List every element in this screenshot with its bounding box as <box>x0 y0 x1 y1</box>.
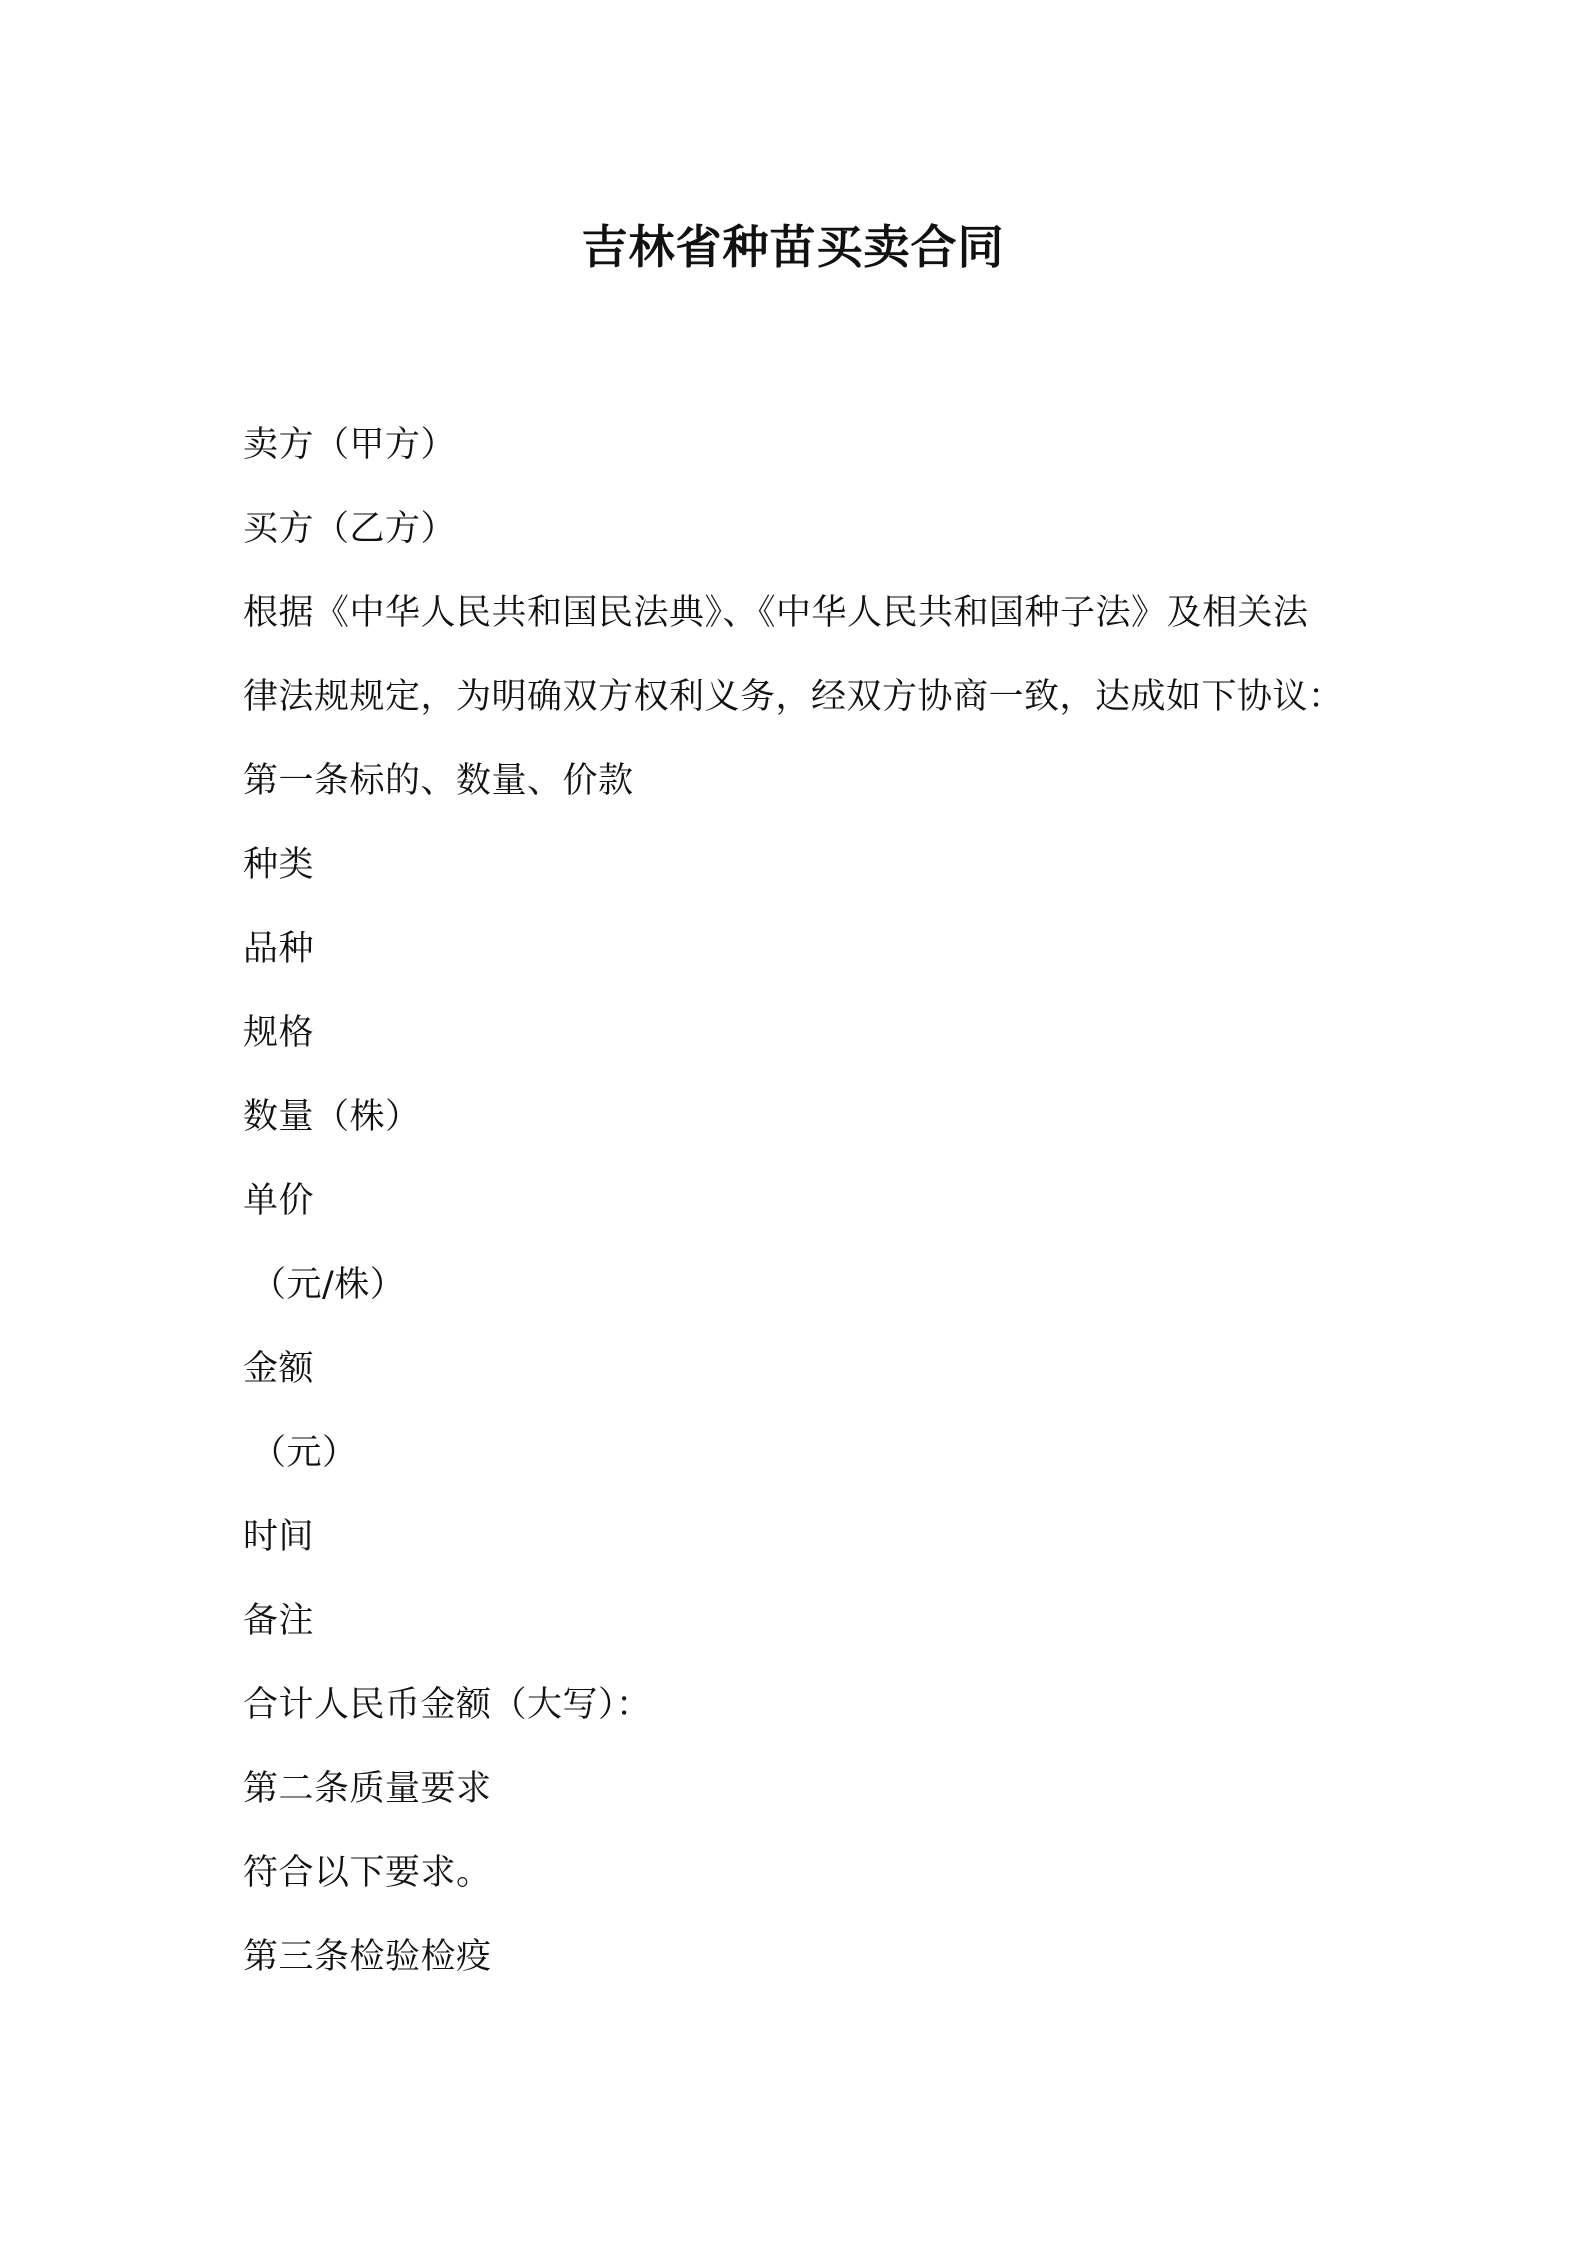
seller-party-line: 卖方（甲方） <box>243 425 457 465</box>
field-category: 种类 <box>243 845 315 885</box>
article-1-heading: 第一条标的、数量、价款 <box>243 761 634 801</box>
field-remarks: 备注 <box>243 1601 315 1641</box>
article-2-heading: 第二条质量要求 <box>243 1769 492 1809</box>
article-3-heading: 第三条检验检疫 <box>243 1937 492 1977</box>
document-title: 吉林省种苗买卖合同 <box>581 220 1005 274</box>
field-quantity: 数量（株） <box>243 1097 421 1137</box>
field-amount-unit: （元） <box>251 1433 358 1473</box>
field-unit-price-unit: （元/株） <box>251 1265 406 1305</box>
document-body <box>243 403 1353 1999</box>
preamble-line-2: 律法规规定，为明确双方权利义务，经双方协商一致，达成如下协议： <box>243 677 1344 717</box>
buyer-party-line: 买方（乙方） <box>243 509 457 549</box>
article-2-text: 符合以下要求。 <box>243 1853 492 1893</box>
field-unit-price: 单价 <box>243 1181 315 1221</box>
field-time: 时间 <box>243 1517 315 1557</box>
field-variety: 品种 <box>243 929 315 969</box>
field-amount: 金额 <box>243 1349 315 1389</box>
total-amount-line: 合计人民币金额（大写）： <box>243 1685 652 1725</box>
field-specification: 规格 <box>243 1013 315 1053</box>
preamble-line-1: 根据《中华人民共和国民法典》、《中华人民共和国种子法》及相关法 <box>243 593 1309 633</box>
